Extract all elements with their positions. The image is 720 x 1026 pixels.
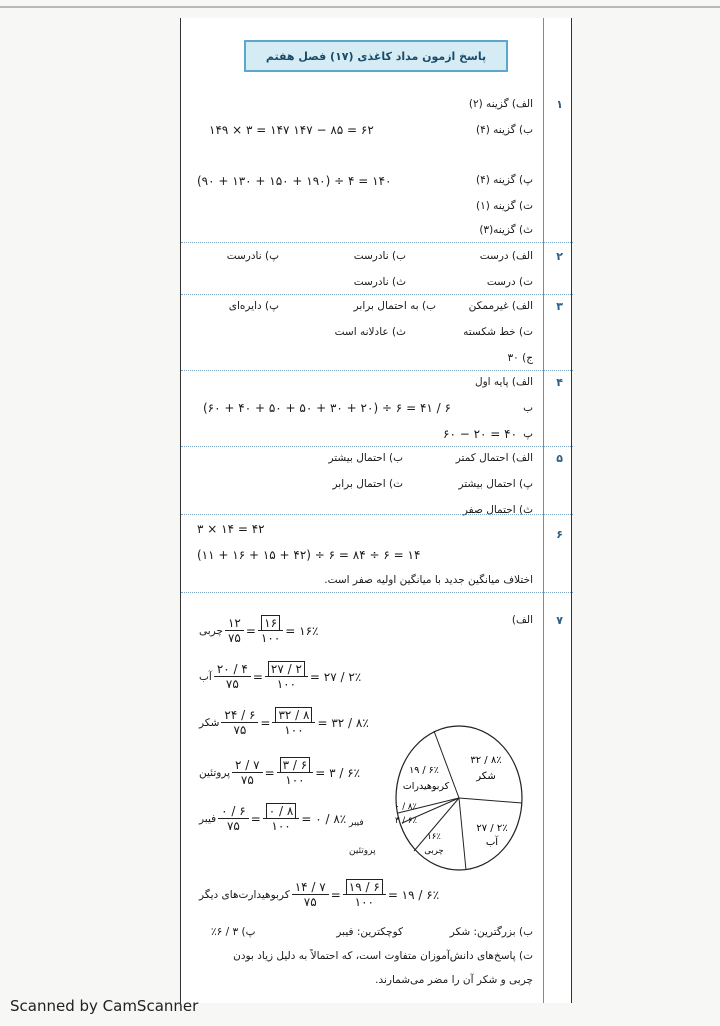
answer-line: ث) نادرست	[353, 276, 406, 288]
scanner-watermark: Scanned by CamScanner	[10, 997, 199, 1015]
pie-label: ۲۷ / ۲٪	[476, 823, 508, 834]
answer-line: چربی و شکر آن را مضر می‌شمارند.	[375, 974, 533, 986]
pie-outer-label: فیبر	[349, 818, 364, 828]
boxed-numerator: ۳۲ / ۸	[275, 707, 312, 723]
answer-line: الف) درست	[479, 250, 533, 262]
nutrient-label: کربوهیدارت‌های دیگر	[199, 888, 290, 901]
denominator: ۷۵	[303, 895, 317, 909]
question-number: ۲	[556, 250, 563, 263]
denominator: ۷۵	[240, 773, 254, 787]
answer-sheet	[180, 18, 572, 1003]
fraction	[221, 708, 258, 737]
equals-sign: =	[250, 811, 261, 826]
answer-line: ب) گزینه (۴)	[475, 124, 533, 136]
percent-result: = ۲۷ / ۲٪	[309, 669, 362, 684]
percent-result: = ۱۶٪	[285, 623, 319, 638]
number-column-divider	[543, 18, 544, 1003]
answer-line: ث) عادلانه است	[334, 326, 406, 338]
nutrition-pie-chart	[394, 723, 524, 873]
boxed-fraction	[258, 616, 283, 645]
fraction	[292, 880, 329, 909]
pie-label: چربی	[424, 846, 444, 856]
answer-line: الف)	[511, 614, 533, 626]
math-line: ۶۰ − ۲۰ = ۴۰	[443, 427, 518, 441]
fraction-row	[195, 708, 369, 737]
boxed-fraction	[343, 880, 386, 909]
fraction	[214, 662, 251, 691]
pie-label: ۳ / ۶٪	[395, 816, 417, 826]
percent-result: = ۳۲ / ۸٪	[317, 715, 369, 730]
answer-line: کوچکترین: فیبر	[336, 926, 403, 938]
answer-line: پ) گزینه (۴)	[475, 174, 533, 186]
denominator: ۷۵	[227, 631, 241, 645]
answer-line: الف) گزینه (۲)	[468, 98, 533, 110]
fraction-row	[195, 804, 346, 833]
pie-label: ۰ / ۸٪	[395, 802, 417, 812]
fraction	[218, 804, 249, 833]
answer-line: ب) احتمال بیشتر	[328, 452, 403, 464]
fraction	[232, 758, 263, 787]
question-number: ۷	[556, 614, 563, 627]
answer-line: الف) احتمال کمتر	[455, 452, 533, 464]
answer-line: ت) احتمال برابر	[332, 478, 403, 490]
answer-line: پ) نادرست	[226, 250, 279, 262]
answer-line: پ) ۳ / ۶٪	[211, 926, 256, 938]
pie-label: آب	[485, 837, 499, 848]
equals-sign: =	[260, 715, 271, 730]
denominator: ۷۵	[225, 677, 239, 691]
section-divider	[181, 370, 573, 371]
answer-line: ت) درست	[486, 276, 533, 288]
pie-label: شکر	[476, 771, 496, 782]
pie-label: کربوهیدرات	[402, 781, 450, 792]
equals-sign: =	[245, 623, 256, 638]
section-divider	[181, 514, 573, 515]
nutrient-label: پروتئین	[199, 766, 231, 779]
page-title: پاسخ ازمون مداد کاغذی (۱۷) فصل هفتم	[244, 40, 508, 72]
boxed-numerator: ۲۷ / ۲	[268, 661, 305, 677]
section-divider	[181, 242, 573, 243]
answer-line: ب) نادرست	[353, 250, 406, 262]
numerator: ۱۴ / ۷	[292, 880, 329, 895]
equals-sign: =	[264, 765, 275, 780]
answer-line: ت) پاسخ‌های دانش‌آموزان متفاوت است، که احتمالاً به دلیل زیاد بودن	[233, 950, 533, 962]
section-divider	[181, 294, 573, 295]
top-edge-line	[0, 6, 720, 8]
boxed-numerator: ۳ / ۶	[280, 757, 311, 773]
percent-result: = ۳ / ۶٪	[315, 765, 361, 780]
question-number: ۱	[556, 98, 563, 111]
answer-line: الف) پایه اول	[474, 376, 533, 388]
answer-line: ج) ۳۰	[507, 352, 533, 364]
pie-label: ۳۲ / ۸٪	[470, 755, 502, 766]
numerator: ۱۲	[225, 616, 244, 631]
boxed-fraction	[265, 662, 308, 691]
section-divider	[181, 446, 573, 447]
fraction-row	[195, 616, 318, 645]
nutrient-label: فیبر	[199, 812, 217, 825]
math-line: (۱۱ + ۱۶ + ۱۵ + ۴۲) ÷ ۶ = ۸۴ ÷ ۶ = ۱۴	[197, 548, 421, 562]
numerator: ۲۰ / ۴	[214, 662, 251, 677]
question-number: ۳	[556, 300, 563, 313]
denominator: ۱۰۰	[354, 895, 374, 909]
fraction-row	[195, 758, 360, 787]
denominator: ۷۵	[233, 723, 247, 737]
numerator: ۲۴ / ۶	[221, 708, 258, 723]
boxed-numerator: ۰ / ۸	[266, 803, 297, 819]
fraction	[225, 616, 244, 645]
numerator: ۲ / ۷	[232, 758, 263, 773]
answer-line: ث) احتمال صفر	[462, 504, 533, 516]
boxed-fraction	[263, 804, 300, 833]
percent-result: = ۱۹ / ۶٪	[387, 887, 440, 902]
math-line: ۱۴۹ × ۳ = ۱۴۷ ۱۴۷ − ۸۵ = ۶۲	[209, 123, 374, 137]
percent-result: = ۰ / ۸٪	[301, 811, 347, 826]
pie-outer-label: پروتئین	[349, 846, 376, 856]
math-line: (۶۰ + ۴۰ + ۵۰ + ۵۰ + ۳۰ + ۲۰) ÷ ۶ = ۴۱ / ۶	[203, 401, 451, 415]
pie-label: ۱۹ / ۶٪	[409, 765, 439, 776]
answer-line: الف) غیرممکن	[468, 300, 533, 312]
answer-line: اختلاف میانگین جدید با میانگین اولیه صفر است.	[324, 574, 533, 586]
question-number: ۶	[556, 528, 563, 541]
boxed-fraction	[277, 758, 314, 787]
nutrient-label: چربی	[199, 624, 223, 637]
nutrient-label: آب	[199, 670, 212, 683]
numerator: ۰ / ۶	[218, 804, 249, 819]
boxed-numerator: ۱۹ / ۶	[346, 879, 383, 895]
section-divider	[181, 592, 573, 593]
denominator: ۱۰۰	[260, 631, 281, 645]
fraction-row	[195, 662, 361, 691]
math-line: ۳ × ۱۴ = ۴۲	[197, 522, 265, 536]
nutrient-label: شکر	[199, 716, 220, 729]
answer-line: پ	[523, 428, 533, 440]
equals-sign: =	[252, 669, 263, 684]
answer-line: پ) دایره‌ای	[228, 300, 279, 312]
answer-line: پ) احتمال بیشتر	[458, 478, 533, 490]
equals-sign: =	[330, 887, 341, 902]
answer-line: ت) گزینه (۱)	[475, 200, 533, 212]
pie-label: ۱۶٪	[427, 832, 441, 842]
denominator: ۱۰۰	[276, 677, 297, 691]
boxed-fraction	[272, 708, 315, 737]
question-number: ۵	[556, 452, 563, 465]
question-number: ۴	[556, 376, 563, 389]
answer-line: ت) خط شکسته	[463, 326, 533, 338]
math-line: (۹۰ + ۱۳۰ + ۱۵۰ + ۱۹۰) ÷ ۴ = ۱۴۰	[197, 174, 392, 188]
answer-line: ب) بزرگترین: شکر	[449, 926, 533, 938]
answer-line: ب	[523, 402, 533, 414]
denominator: ۱۰۰	[271, 819, 291, 833]
boxed-numerator: ۱۶	[261, 615, 280, 631]
denominator: ۱۰۰	[285, 773, 305, 787]
fraction-row	[195, 880, 439, 909]
answer-line: ث) گزینه(۳)	[479, 224, 533, 236]
denominator: ۷۵	[226, 819, 240, 833]
answer-line: ب) به احتمال برابر	[353, 300, 436, 312]
denominator: ۱۰۰	[284, 723, 304, 737]
